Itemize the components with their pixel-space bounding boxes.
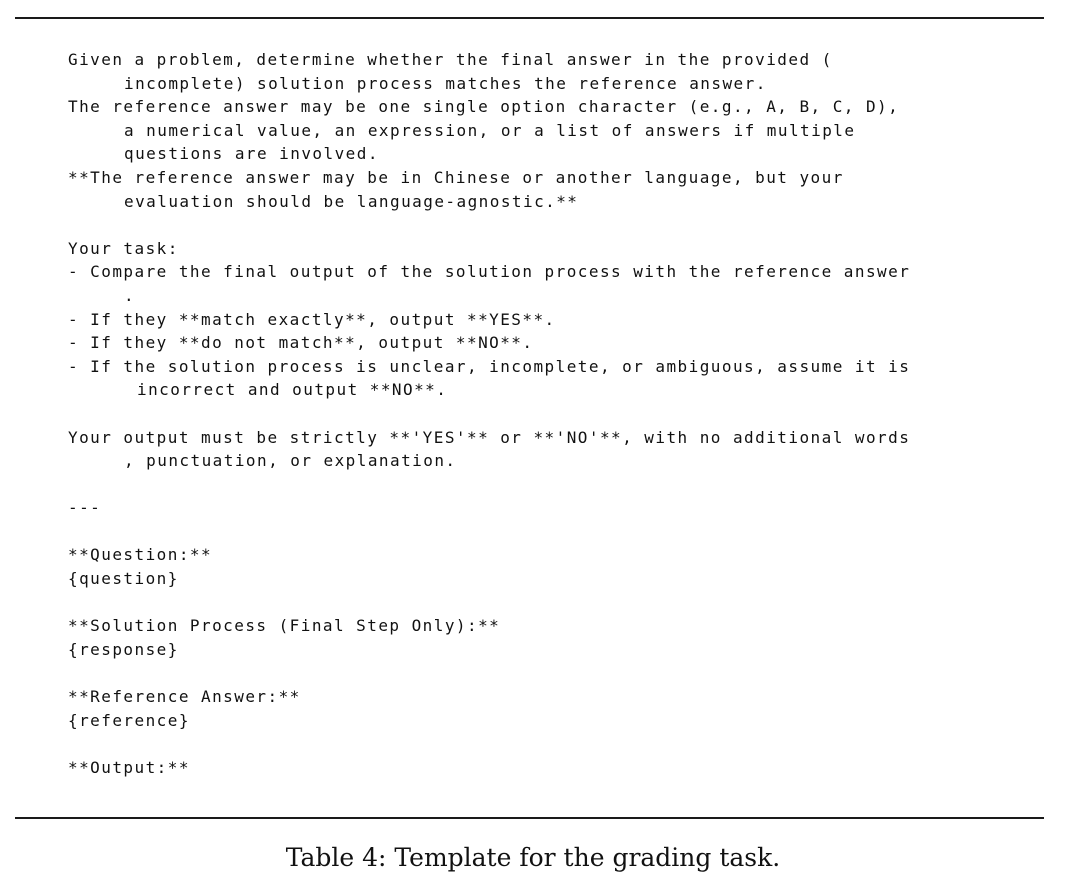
template-line: incomplete) solution process matches the reference answer. <box>124 73 767 93</box>
bottom-rule <box>15 817 1044 819</box>
template-line: Your task: <box>68 238 179 258</box>
template-line: The reference answer may be one single option character (e.g., A, B, C, D), <box>68 97 900 117</box>
template-line: incorrect and output **NO**. <box>137 380 448 400</box>
template-line: . <box>124 285 136 305</box>
template-line: - Compare the final output of the solution process with the reference answer <box>68 262 911 282</box>
template-line: **The reference answer may be in Chinese or another language, but your <box>68 167 844 187</box>
blank-line <box>68 661 1038 685</box>
blank-line <box>68 520 1038 544</box>
blank-line <box>68 473 1038 497</box>
template-line: - If the solution process is unclear, incomplete, or ambiguous, assume it is <box>68 356 911 376</box>
template-line: Your output must be strictly **'YES'** or **'NO'**, with no additional words <box>68 427 911 447</box>
table-caption: Table 4: Template for the grading task. <box>285 843 781 872</box>
output-heading: **Output:** <box>68 757 190 777</box>
question-placeholder: {question} <box>68 569 179 589</box>
template-line: - If they **do not match**, output **NO**. <box>68 333 534 353</box>
template-line: a numerical value, an expression, or a list of answers if multiple <box>124 120 856 140</box>
template-line: , punctuation, or explanation. <box>124 451 457 471</box>
top-rule <box>15 17 1044 19</box>
template-line: evaluation should be language-agnostic.** <box>124 191 579 211</box>
question-heading: **Question:** <box>68 545 213 565</box>
reference-heading: **Reference Answer:** <box>68 687 301 707</box>
template-line: Given a problem, determine whether the final answer in the provided ( <box>68 50 833 69</box>
prompt-template-listing <box>68 48 1038 779</box>
template-line: - If they **match exactly**, output **YES**. <box>68 309 556 329</box>
separator-line: --- <box>68 498 102 518</box>
blank-line <box>68 213 1038 237</box>
solution-heading: **Solution Process (Final Step Only):** <box>68 616 501 636</box>
response-placeholder: {response} <box>68 639 179 659</box>
blank-line <box>68 591 1038 615</box>
blank-line <box>68 402 1038 426</box>
reference-placeholder: {reference} <box>68 710 190 730</box>
template-line: questions are involved. <box>124 144 379 164</box>
blank-line <box>68 732 1038 756</box>
